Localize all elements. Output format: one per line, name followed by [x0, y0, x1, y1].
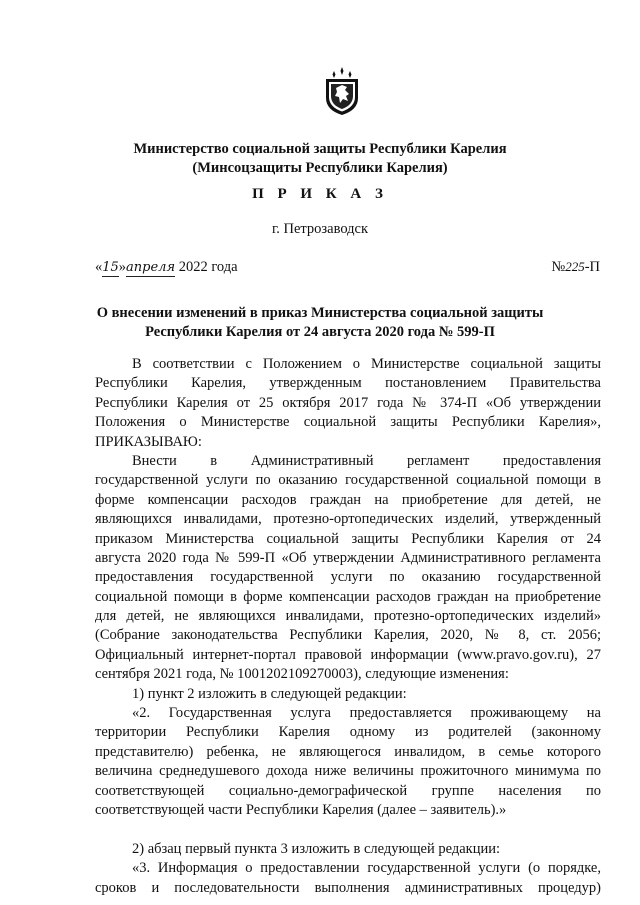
- body-line: социальной помощи в форме компенсации расходов граждан на приобретение: [95, 588, 601, 605]
- body-line: для детей, не являющихся инвалидами, протезно-ортопедических изделий»: [95, 608, 601, 625]
- body-line: форме компенсации расходов граждан на приобретение для детей, не: [95, 491, 601, 508]
- body-line: сроков и последовательности выполнения административных процедур): [95, 879, 601, 896]
- body-line: соответствующей части Республики Карелия (далее – заявитель).»: [95, 801, 507, 818]
- document-type: П Р И К А З: [252, 186, 388, 202]
- body-line: приказом Министерства социальной защиты Республики Карелия от 24: [95, 530, 601, 547]
- order-number-prefix: №: [551, 259, 566, 275]
- body-line: «2. Государственная услуга предоставляется проживающему на: [132, 705, 601, 722]
- ministry-name: [0, 140, 640, 178]
- body-line: 2) абзац первый пункта 3 изложить в следующей редакции:: [132, 840, 501, 857]
- order-number: [551, 259, 600, 276]
- date-open-quote: «: [95, 259, 103, 275]
- body-line: Официальный интернет-портал правовой информации (www.pravo.gov.ru), 27: [95, 646, 601, 663]
- body-line: [95, 820, 601, 839]
- city: г. Петрозаводск: [271, 221, 369, 237]
- date-close-quote: »: [118, 259, 127, 275]
- order-subject: [0, 304, 640, 342]
- order-number-value: 225: [565, 259, 585, 274]
- body-line: ПРИКАЗЫВАЮ:: [95, 433, 202, 450]
- order-subject-line2: Республики Карелия от 24 августа 2020 года № 599-П: [145, 324, 495, 340]
- body-line: государственной услуги по оказанию государственной социальной помощи в: [95, 472, 601, 489]
- body-line: представителю) ребенка, не являющегося инвалидом, в семье которого: [95, 743, 601, 760]
- order-body: [95, 355, 601, 898]
- body-line: Республики Карелия от 25 октября 2017 года № 374-П «Об утверждении: [95, 394, 601, 411]
- ministry-name-line1: Министерство социальной защиты Республики Карелия: [133, 141, 507, 157]
- order-subject-line1: О внесении изменений в приказ Министерства социальной защиты: [96, 305, 544, 321]
- body-line: августа 2020 года № 599-П «Об утверждении Административного регламента: [95, 549, 601, 566]
- order-date: [95, 259, 238, 277]
- ministry-name-line2: (Минсоцзащиты Республики Карелия): [192, 160, 448, 176]
- date-day: 15: [102, 260, 119, 275]
- body-line: сентября 2021 года, № 1001202109270003), следующие изменения:: [95, 666, 509, 683]
- order-number-suffix: -П: [584, 259, 600, 275]
- date-year: 2022 года: [178, 259, 238, 275]
- body-line: предоставления государственной услуги по оказанию государственной: [95, 569, 601, 586]
- date-month: апреля: [126, 260, 176, 275]
- body-line: В соответствии с Положением о Министерстве социальной защиты: [132, 356, 601, 372]
- body-line: величина среднедушевого дохода ниже величины прожиточного минимума по: [95, 763, 601, 780]
- body-line: (Собрание законодательства Республики Карелия, 2020, № 8, ст. 2056;: [95, 627, 601, 644]
- body-line: соответствующей социально-демографической группе населения по: [95, 782, 601, 799]
- karelia-coat-of-arms-icon: [322, 66, 362, 116]
- body-line: территории Республики Карелия одному из родителей (законному: [95, 724, 601, 741]
- body-line: являющихся инвалидами, протезно-ортопедических изделий, утвержденный: [95, 511, 601, 528]
- body-line: Внести в Административный регламент предоставления: [132, 452, 601, 469]
- body-line: Республики Карелия, утвержденным постановлением Правительства: [95, 375, 601, 392]
- body-line: 1) пункт 2 изложить в следующей редакции:: [132, 685, 407, 702]
- body-line: «3. Информация о предоставлении государственной услуги (о порядке,: [132, 860, 601, 877]
- body-line: Положения о Министерстве социальной защиты Республики Карелия»,: [95, 414, 601, 431]
